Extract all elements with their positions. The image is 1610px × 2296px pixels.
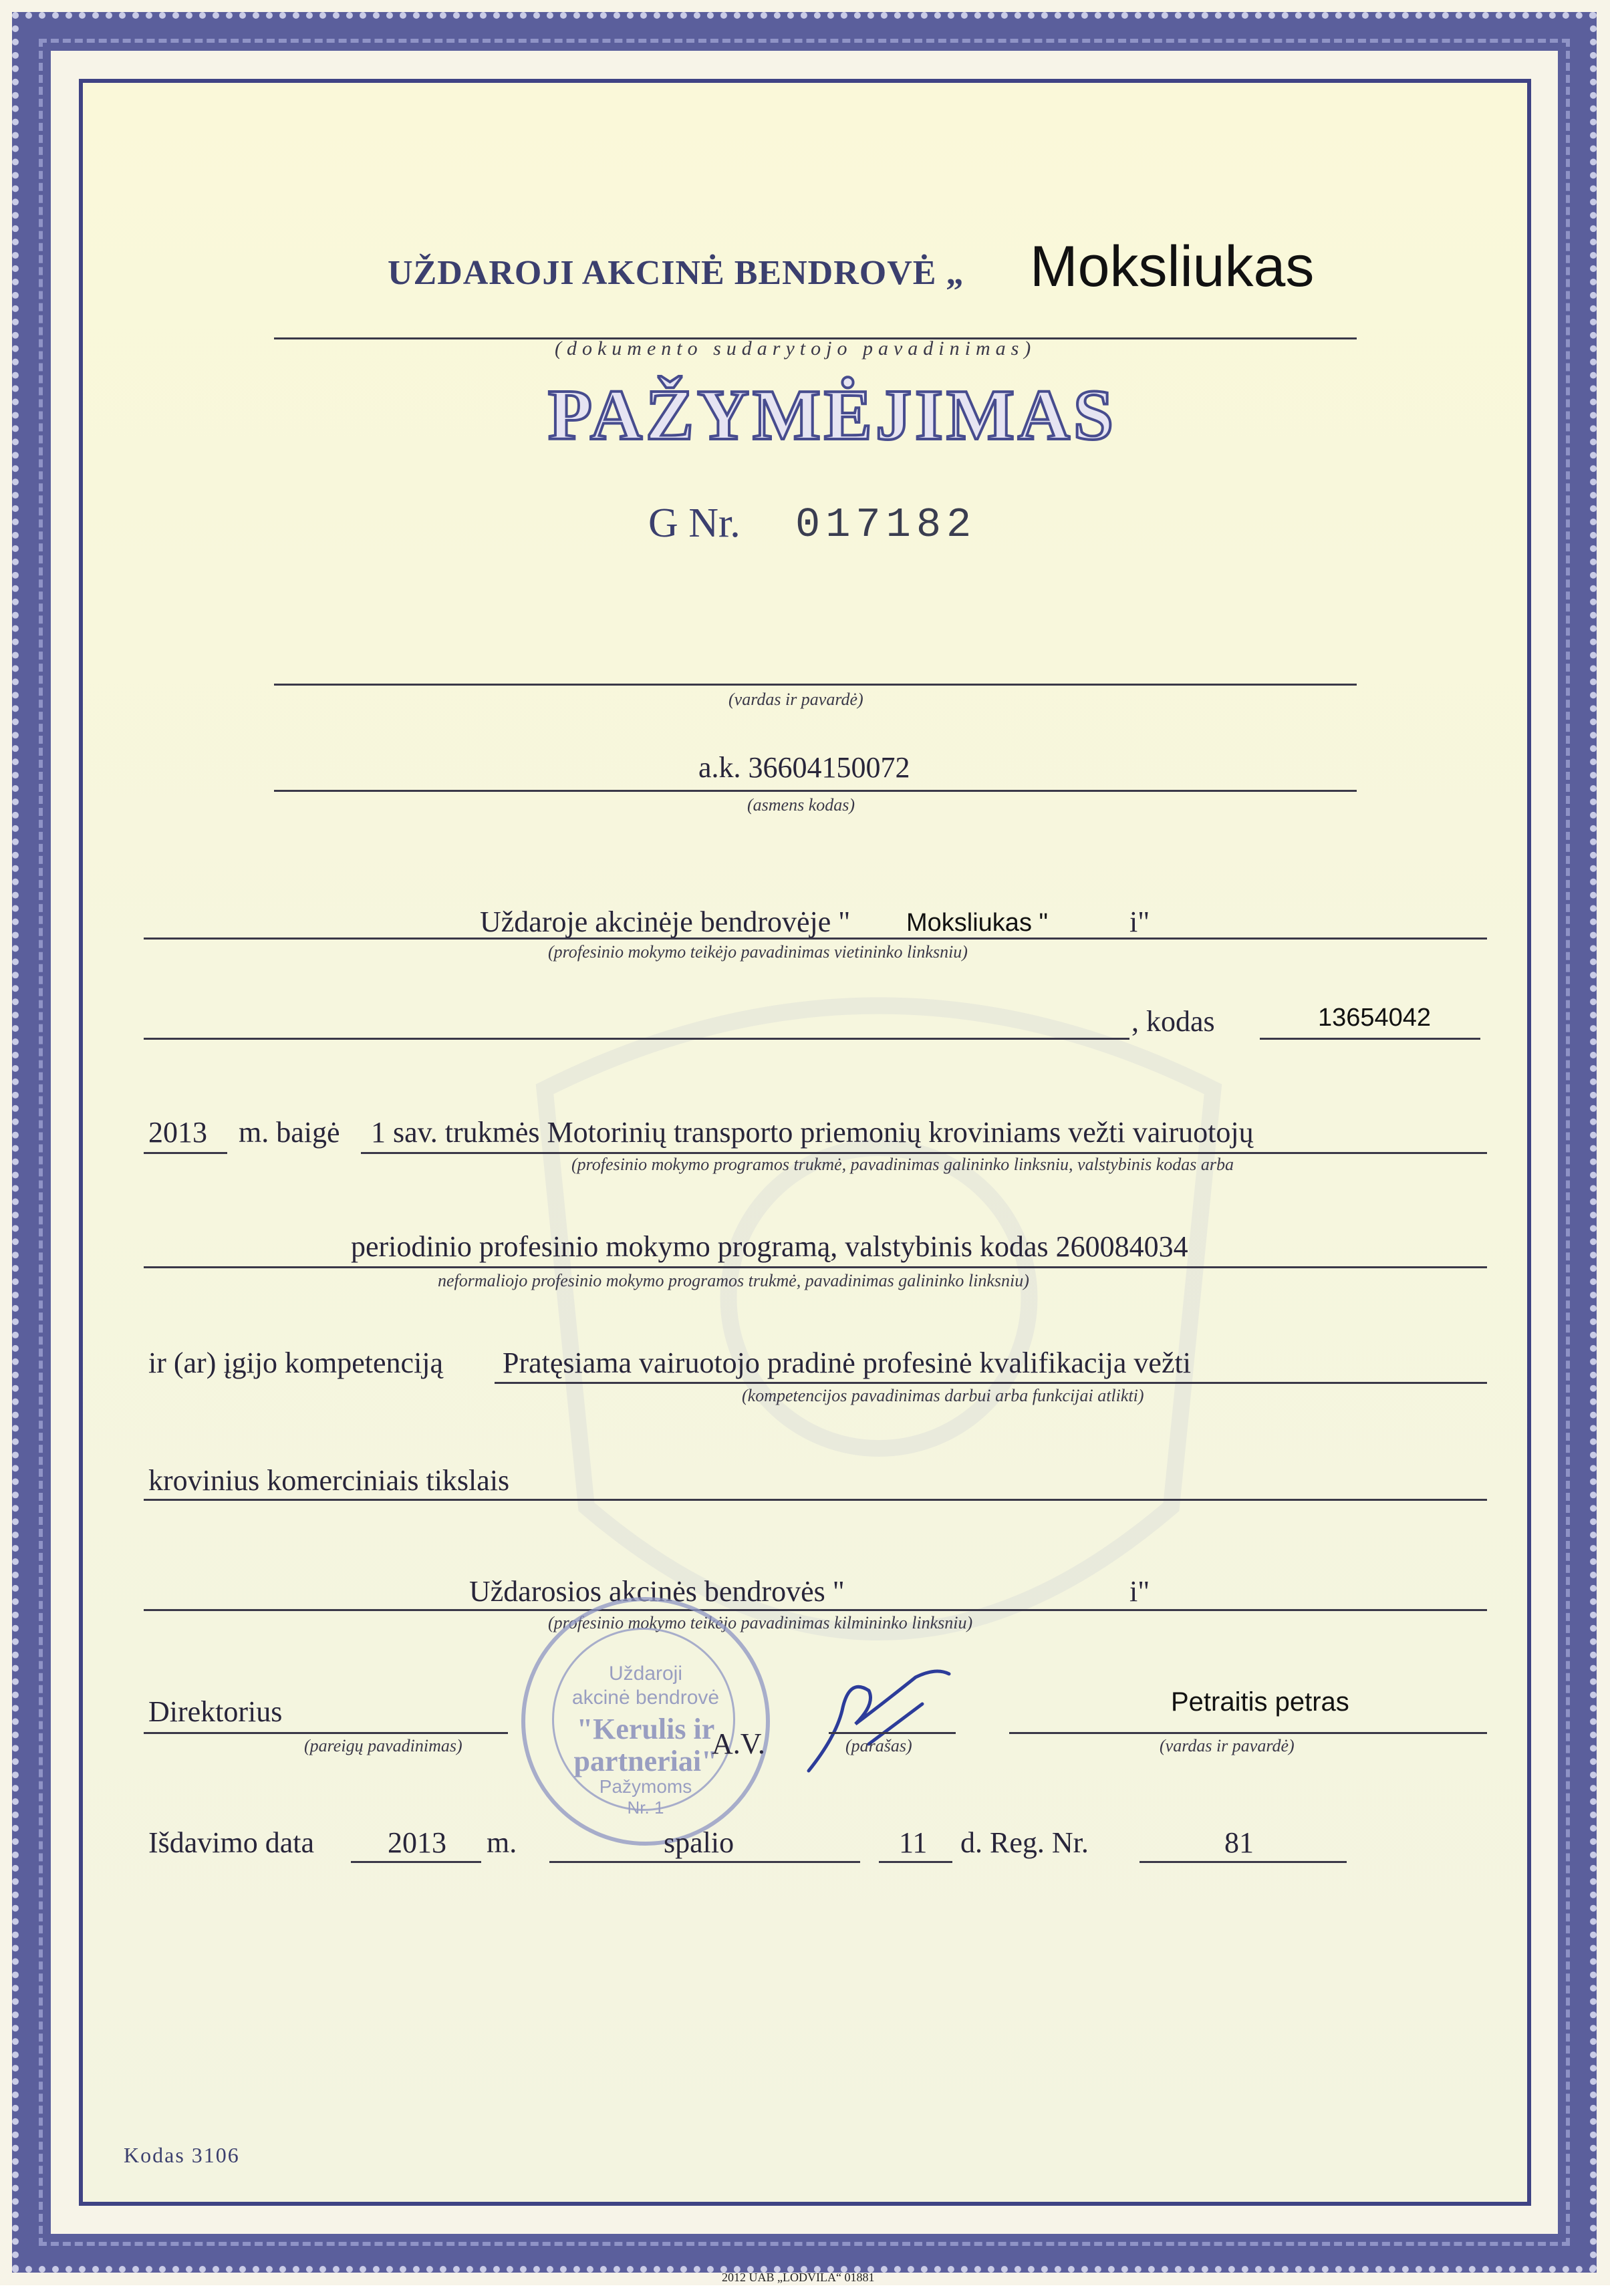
personal-code: a.k. 36604150072 (698, 751, 910, 784)
org-type-heading: UŽDAROJI AKCINĖ BENDROVĖ „ (388, 254, 964, 292)
program-caption-1: (profesinio mokymo programos trukmė, pavadinimas galininko linksniu, valstybinis kodas arba (571, 1155, 1234, 1174)
issue-day-line (879, 1861, 952, 1863)
competence-line-2-rule (144, 1499, 1487, 1501)
program-year-line (144, 1152, 227, 1154)
program-line-2: periodinio profesinio mokymo programą, valstybinis kodas 260084034 (351, 1230, 1188, 1263)
provider-caption: (profesinio mokymo teikėjo pavadinimas vietininko linksniu) (548, 942, 968, 962)
issue-month-line (549, 1861, 860, 1863)
signer-name-line (1009, 1732, 1487, 1734)
form-code: Kodas 3106 (124, 2143, 240, 2167)
provider-name-fill: Moksliukas " (906, 909, 1048, 937)
issue-month: spalio (664, 1826, 734, 1859)
signer-position: Direktorius (148, 1695, 283, 1728)
provider-code-value: 13654042 (1318, 1004, 1432, 1032)
issue-date-label: Išdavimo data (148, 1826, 315, 1859)
position-caption: (pareigų pavadinimas) (304, 1736, 462, 1755)
issue-year: 2013 (388, 1826, 446, 1859)
printer-imprint: 2012 UAB „LODVILA“ 01881 (722, 2271, 875, 2284)
program-year-suffix: m. baigė (239, 1116, 340, 1149)
handwritten-signature (789, 1664, 962, 1777)
provider-code-line (1260, 1038, 1480, 1040)
doc-caption: (dokumento sudarytojo pavadinimas) (555, 337, 1037, 360)
issue-year-unit: m. (487, 1826, 517, 1859)
issue-year-line (351, 1861, 481, 1863)
holder-name-caption: (vardas ir pavardė) (728, 690, 863, 709)
program-line-1-rule (361, 1152, 1487, 1154)
issuer-prefix: Uždarosios akcinės bendrovės " (469, 1575, 845, 1608)
competence-label: ir (ar) įgijo kompetenciją (148, 1346, 444, 1379)
signature-line (829, 1732, 956, 1734)
provider-code-label: , kodas (1131, 1005, 1215, 1038)
personal-code-line (274, 790, 1357, 792)
provider-prefix: Uždaroje akcinėje bendrovėje " (480, 905, 851, 938)
personal-code-caption: (asmens kodas) (747, 795, 855, 815)
issue-day: 11 (899, 1826, 928, 1859)
issuer-caption: (profesinio mokymo teikėjo pavadinimas kilmininko linksniu) (548, 1613, 973, 1632)
issue-day-unit: d. Reg. Nr. (960, 1826, 1089, 1859)
holder-name-line (274, 684, 1357, 686)
reg-number-line (1139, 1861, 1347, 1863)
provider-suffix: i" (1129, 905, 1150, 938)
program-line-2-rule (144, 1266, 1487, 1268)
issuer-line (144, 1609, 1487, 1611)
competence-line-1: Pratęsiama vairuotojo pradinė profesinė kvalifikacija vežti (503, 1346, 1191, 1379)
issuer-suffix: i" (1129, 1575, 1150, 1608)
program-line-1: 1 sav. trukmės Motorinių transporto priemonių kroviniams vežti vairuotojų (371, 1116, 1254, 1149)
signer-name-caption: (vardas ir pavardė) (1160, 1736, 1295, 1755)
signer-name-fill: Petraitis petras (1171, 1687, 1349, 1717)
provider-line-2 (144, 1038, 1129, 1040)
series-number: 017182 (795, 501, 977, 549)
program-caption-2: neformaliojo profesinio mokymo programos trukmė, pavadinimas galininko linksniu) (438, 1271, 1029, 1290)
series-label: G Nr. (648, 500, 741, 546)
provider-line (144, 938, 1487, 940)
document-title: PAŽYMĖJIMAS (548, 376, 1117, 455)
signature-caption: (parašas) (845, 1736, 912, 1755)
competence-caption: (kompetencijos pavadinimas darbui arba funkcijai atlikti) (742, 1386, 1144, 1405)
reg-number: 81 (1224, 1826, 1254, 1859)
position-line (144, 1732, 508, 1734)
round-stamp: Uždaroji akcinė bendrovė "Kerulis ir partneriai" Pažymoms Nr. 1 (521, 1597, 770, 1846)
competence-line-1-rule (495, 1382, 1487, 1384)
competence-line-2: krovinius komerciniais tikslais (148, 1464, 510, 1497)
org-name-fill: Moksliukas (1030, 235, 1315, 299)
program-year: 2013 (148, 1116, 207, 1149)
seal-place-av: A.V. (712, 1727, 765, 1760)
